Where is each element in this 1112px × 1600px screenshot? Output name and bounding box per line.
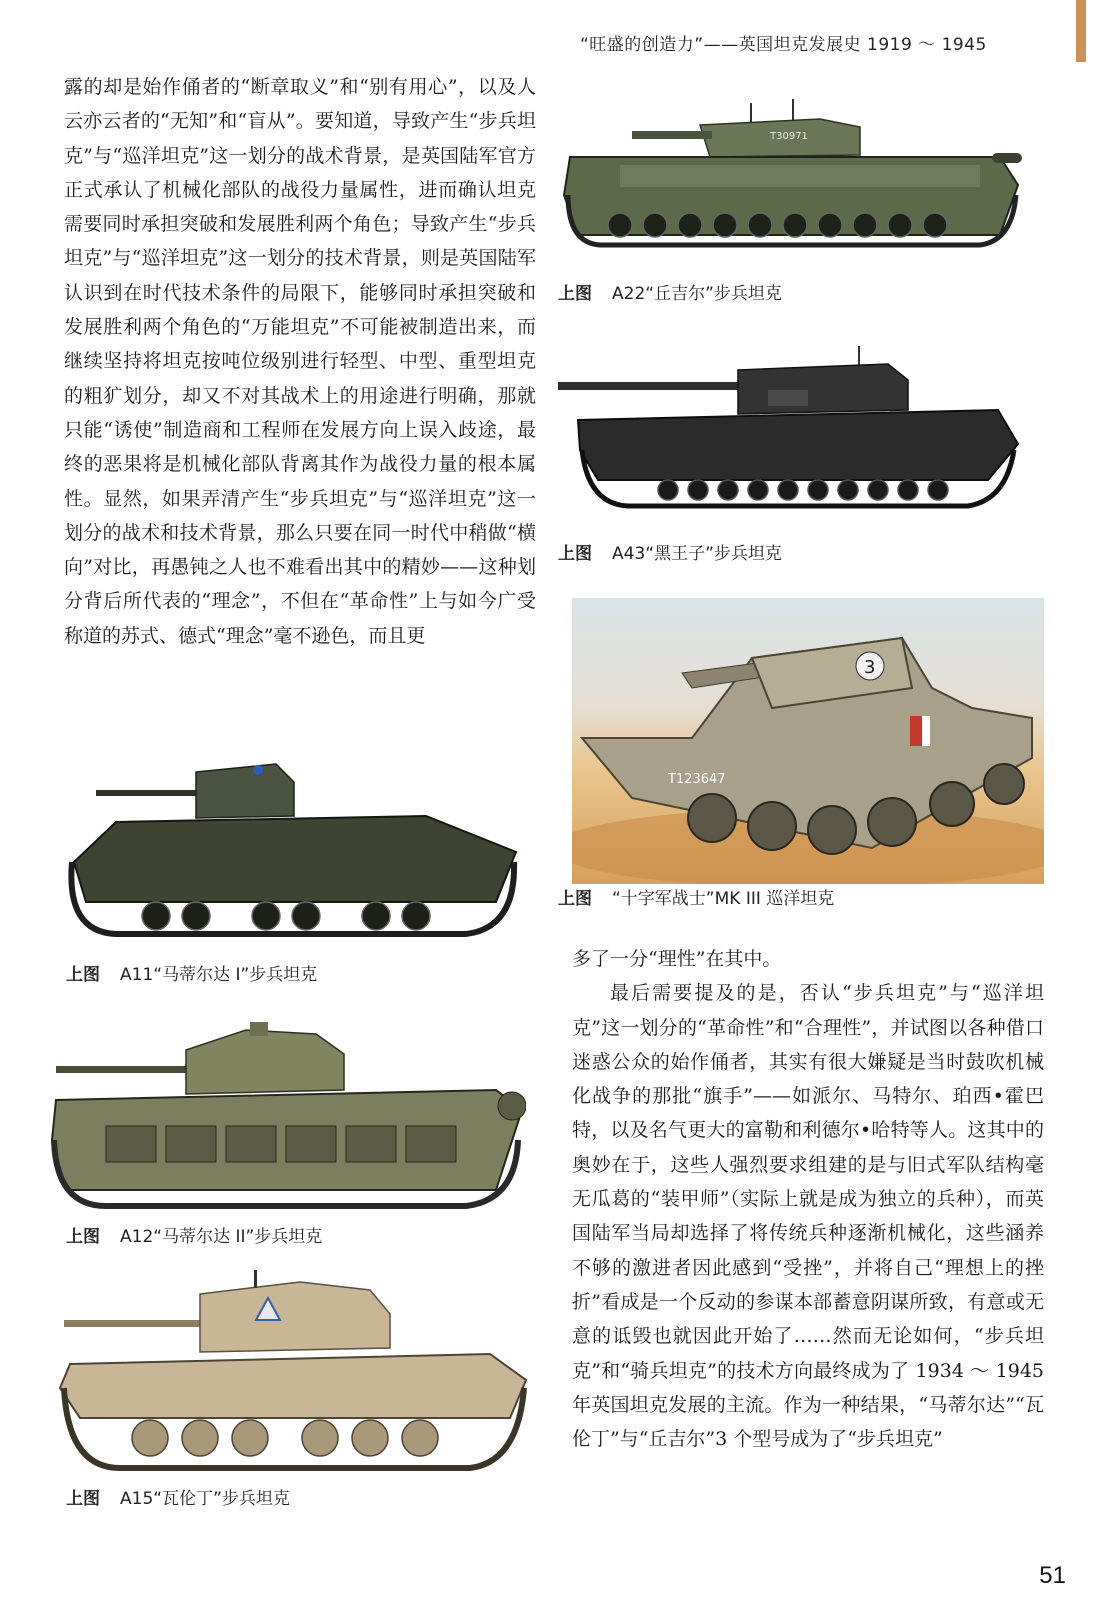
caption-tag: 上图 (66, 965, 100, 985)
turret-number: 3 (864, 657, 876, 678)
vehicle-marking: T123647 (668, 772, 726, 787)
caption-text: A15“瓦伦丁”步兵坦克 (120, 1489, 290, 1509)
tank-matilda-2-illustration (46, 1010, 526, 1210)
running-header: “旺盛的创造力”——英国坦克发展史 1919 ～ 1945 (580, 35, 987, 55)
caption-text: A12“马蒂尔达 II”步兵坦克 (120, 1227, 323, 1247)
page-number: 51 (1039, 1562, 1066, 1589)
tank-churchill-illustration (560, 95, 1030, 260)
tank-matilda-1-illustration (46, 752, 526, 942)
caption-tag: 上图 (66, 1489, 100, 1509)
caption-text: A11“马蒂尔达 I”步兵坦克 (120, 965, 318, 985)
figure-caption (558, 539, 782, 564)
caption-text: A43“黑王子”步兵坦克 (612, 544, 782, 564)
caption-tag: 上图 (66, 1227, 100, 1247)
paragraph: 最后需要提及的是，否认“步兵坦克”与“巡洋坦克”这一划分的“革命性”和“合理性”，并试图以各种借口迷惑公众的始作俑者，其实有很大嫌疑是当时鼓吹机械化战争的那批“旗手”——如派尔、马特尔、珀西•霍巴特，以及名气更大的富勒和利德尔•哈特等人。这其中的奥妙在于，这些人强烈要求组建的是与旧式军队结构毫无瓜葛的“装甲师”（实际上就是成为独立的兵种），而英国陆军当局却选择了将传统兵种逐渐机械化，这些涵养不够的激进者因此感到“受挫”，并将自己“理想上的挫折”看成是一个反动的参谋本部蓄意阴谋所致，有意或无意的诋毁也就因此开始了……然而无论如何，“步兵坦克”和“骑兵坦克”的技术方向最终成为了 1934 ～ 1945 年英国坦克发展的主流。作为一种结果，“马蒂尔达”“瓦伦丁”与“丘吉尔”3 个型号成为了“步兵坦克” (572, 982, 1044, 1451)
body-text-left (64, 70, 536, 653)
tank-black-prince-illustration (558, 340, 1028, 520)
figure-caption (66, 960, 317, 985)
caption-text: “十字军战士”MK III 巡洋坦克 (612, 889, 835, 909)
caption-tag: 上图 (558, 889, 592, 909)
accent-bar (1076, 0, 1086, 62)
tank-valentine-illustration (50, 1268, 530, 1478)
crusader-painting (572, 598, 1044, 884)
figure-caption (558, 279, 782, 304)
tank-crusader-illustration (572, 598, 1044, 884)
paragraph: 露的却是始作俑者的“断章取义”和“别有用心”，以及人云亦云者的“无知”和“盲从”。要知道，导致产生“步兵坦克”与“巡洋坦克”这一划分的战术背景，是英国陆军官方正式承认了机械化部队的战役力量属性，进而确认坦克需要同时承担突破和发展胜利两个角色；导致产生“步兵坦克”与“巡洋坦克”这一划分的技术背景，则是英国陆军认识到在时代技术条件的局限下，能够同时承担突破和发展胜利两个角色的“万能坦克”不可能被制造出来，而继续坚持将坦克按吨位级别进行轻型、中型、重型坦克的粗犷划分，却又不对其战术上的用途进行明确，那就只能“诱使”制造商和工程师在发展方向上误入歧途，最终的恶果将是机械化部队背离其作为战役力量的根本属性。显然，如果弄清产生“步兵坦克”与“巡洋坦克”这一划分的战术和技术背景，那么只要在同一时代中稍做“横向”对比，再愚钝之人也不难看出其中的精妙——这种划分背后所代表的“理念”，不但在“革命性”上与如今广受称道的苏式、德式“理念”毫不逊色，而且更 (64, 76, 536, 647)
body-text-right (572, 942, 1044, 1456)
caption-tag: 上图 (558, 544, 592, 564)
figure-caption (66, 1222, 322, 1247)
figure-caption (558, 884, 834, 909)
vehicle-marking: T30971 (770, 131, 808, 142)
paragraph: 多了一分“理性”在其中。 (572, 948, 782, 970)
caption-text: A22“丘吉尔”步兵坦克 (612, 284, 782, 304)
figure-caption (66, 1484, 290, 1509)
caption-tag: 上图 (558, 284, 592, 304)
